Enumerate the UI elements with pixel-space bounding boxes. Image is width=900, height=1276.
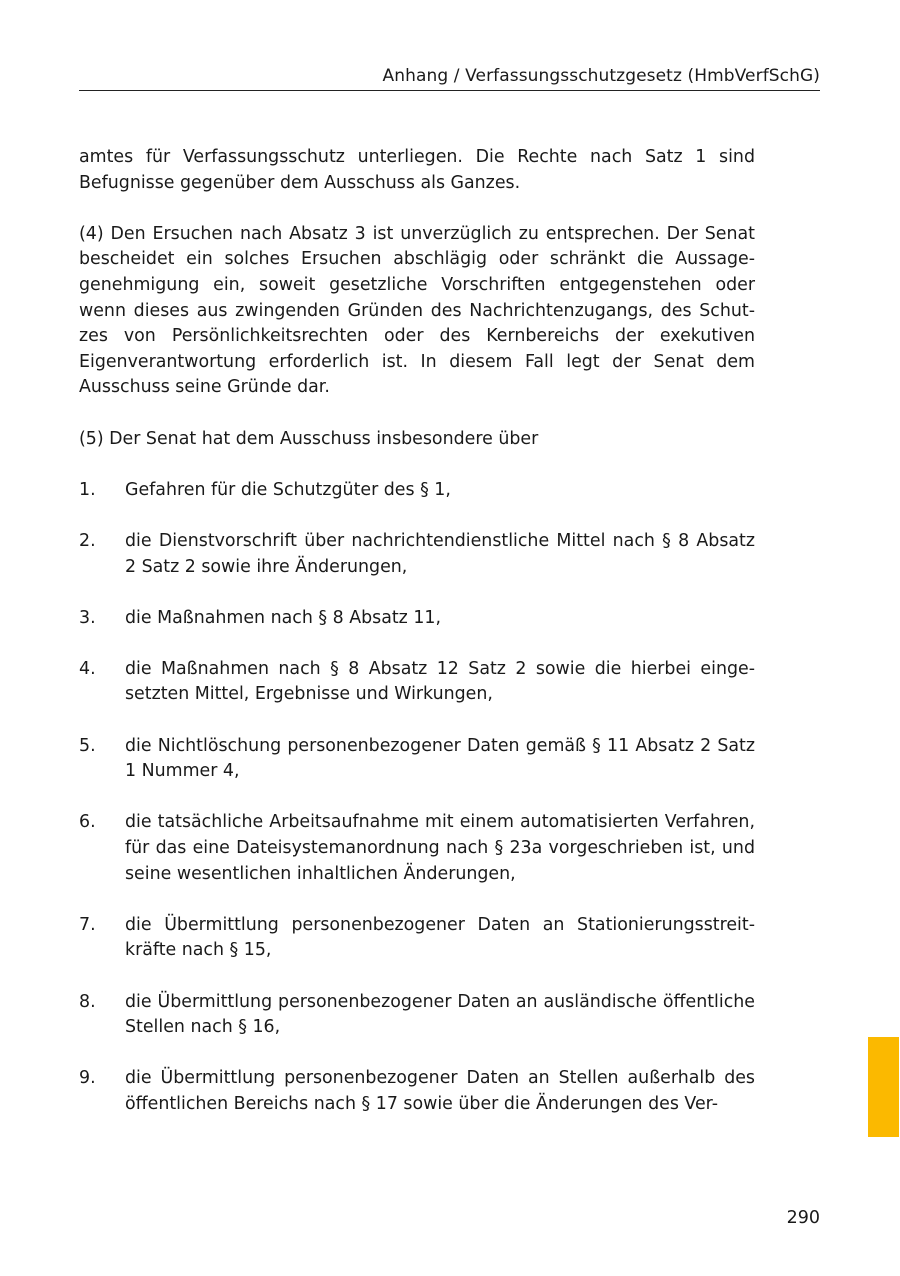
list-text: die Maßnahmen nach § 8 Absatz 11, — [125, 607, 441, 628]
list-text: die Übermittlung personenbezogener Daten an Stationierungsstreitkräfte nach § 15, — [125, 914, 755, 961]
list-number: 9. — [79, 1068, 96, 1089]
list-item — [79, 734, 755, 785]
list-number: 7. — [79, 914, 96, 935]
list-item — [79, 478, 755, 504]
numbered-list — [79, 478, 755, 1118]
list-text: die Übermittlung personenbezogener Daten an Stellen außerhalb des öffentlichen Bereichs nach § 17 sowie über die Änderungen des Ver- — [125, 1068, 755, 1114]
paragraph-continuation: amtes für Verfassungsschutz unterliegen. Die Rechte nach Satz 1 sind Befugnisse gegenüber dem Ausschuss als Ganzes. — [79, 147, 755, 193]
list-text: die Übermittlung personenbezogener Daten an ausländische öffentliche Stellen nach § 16, — [125, 991, 755, 1038]
paragraph-5-intro: (5) Der Senat hat dem Ausschuss insbesondere über — [79, 428, 539, 449]
list-item — [79, 990, 755, 1041]
list-number: 1. — [79, 479, 96, 500]
list-number: 5. — [79, 735, 96, 756]
list-text: Gefahren für die Schutzgüter des § 1, — [125, 479, 451, 500]
header-title: Anhang / Verfassungsschutzgesetz (HmbVerfSchG) — [382, 66, 820, 86]
list-number: 3. — [79, 607, 96, 628]
list-item — [79, 657, 755, 708]
list-item — [79, 1066, 755, 1117]
list-number: 4. — [79, 658, 96, 679]
list-number: 2. — [79, 530, 96, 551]
list-text: die Dienstvorschrift über nachrichtendienstliche Mittel nach § 8 Absatz 2 Satz 2 sowie ihre Änderungen, — [125, 530, 755, 577]
list-number: 6. — [79, 812, 96, 833]
page-content — [79, 145, 755, 1143]
list-item — [79, 913, 755, 964]
list-number: 8. — [79, 991, 96, 1012]
list-item — [79, 606, 755, 632]
page-number: 290 — [786, 1208, 820, 1228]
running-header — [79, 62, 820, 91]
paragraph-4: (4) Den Ersuchen nach Absatz 3 ist unverzüglich zu entsprechen. Der Senat bescheidet ein solches Ersuchen abschlägig oder schränkt die Aussagegenehmigung ein, soweit gesetzliche Vorschriften entgegenstehen oder wenn dieses aus zwingenden Gründen des Nachrichtenzugangs, des Schutzes von Persönlichkeitsrechten oder des Kernbereichs der exekutiven Eigenverantwortung erforderlich ist. In diesem Fall legt der Senat dem Ausschuss seine Gründe dar. — [79, 223, 755, 398]
list-text: die Maßnahmen nach § 8 Absatz 12 Satz 2 sowie die hierbei eingesetzten Mittel, Ergebnisse und Wirkungen, — [125, 658, 755, 705]
list-item — [79, 529, 755, 580]
chapter-thumb-tab — [868, 1037, 899, 1137]
list-item — [79, 810, 755, 887]
list-text: die Nichtlöschung personenbezogener Daten gemäß § 11 Absatz 2 Satz 1 Nummer 4, — [125, 735, 755, 782]
list-text: die tatsächliche Arbeitsaufnahme mit einem automatisierten Verfahren, für das eine Dateisystemanordnung nach § 23a vorgeschrieben ist, und seine wesentlichen inhaltlichen Änderungen, — [125, 812, 755, 884]
